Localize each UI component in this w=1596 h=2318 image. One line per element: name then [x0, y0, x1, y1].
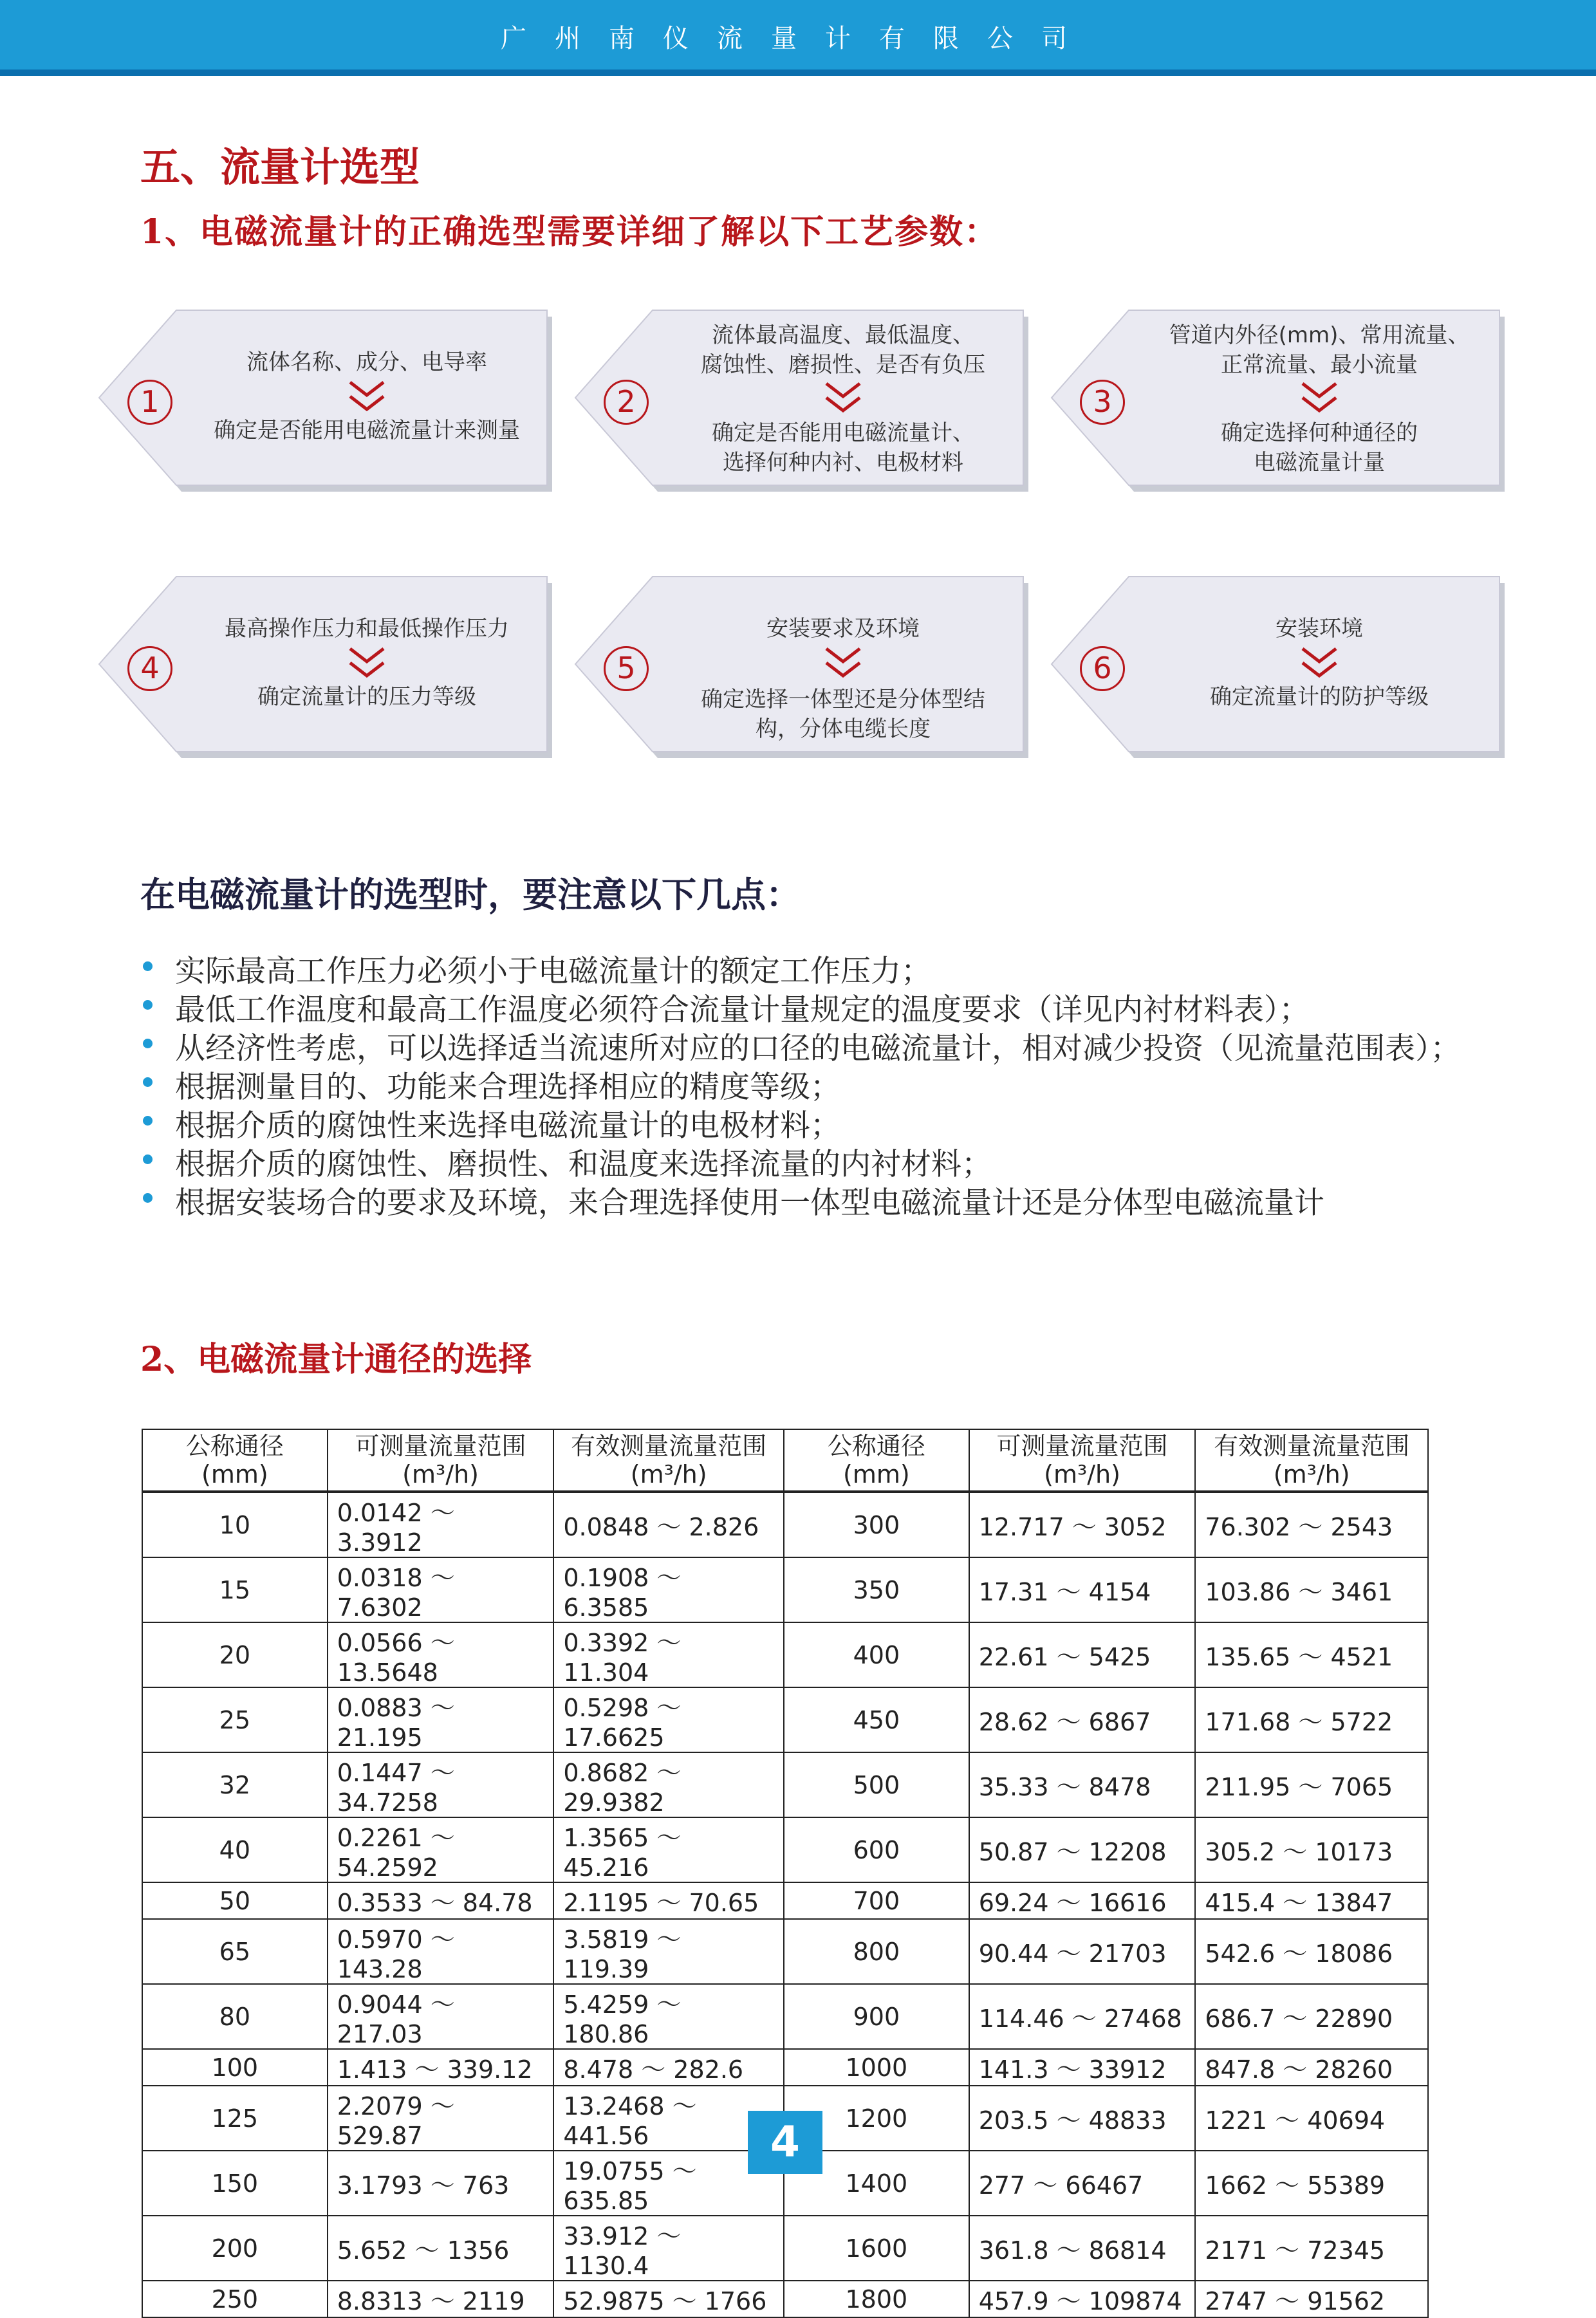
notes-list	[140, 952, 1569, 1223]
table-header-cell: 可测量流量范围 (m³/h)	[328, 1429, 554, 1492]
step-result: 确定流量计的防护等级	[1210, 684, 1429, 710]
table-cell: 1400	[784, 2151, 969, 2216]
table-row	[142, 1817, 1428, 1882]
table-cell: 800	[784, 1919, 969, 1984]
table-cell: 8.8313 ～ 2119	[328, 2281, 554, 2317]
table-cell: 0.9044 ～ 217.03	[328, 1984, 554, 2049]
page-number: 4	[748, 2111, 822, 2174]
table-cell: 150	[142, 2151, 328, 2216]
table-cell: 0.0566 ～ 13.5648	[328, 1622, 554, 1687]
table-cell: 100	[142, 2049, 328, 2086]
chevron-down-icon	[348, 380, 386, 414]
table-cell: 0.0318 ～ 7.6302	[328, 1557, 554, 1622]
step-result: 确定选择何种通径的 电磁流量计量	[1221, 420, 1418, 476]
table-cell: 35.33 ～ 8478	[969, 1752, 1196, 1817]
notes-title: 在电磁流量计的选型时，要注意以下几点：	[140, 875, 801, 915]
table-cell: 0.0883 ～ 21.195	[328, 1687, 554, 1752]
table-cell: 847.8 ～ 28260	[1195, 2049, 1428, 2086]
table-cell: 135.65 ～ 4521	[1195, 1622, 1428, 1687]
step-condition: 流体最高温度、最低温度、 腐蚀性、磨损性、是否有负压	[701, 322, 985, 378]
note-text: 根据介质的腐蚀性、磨损性、和温度来选择流量的内衬材料；	[175, 1147, 992, 1182]
table-cell: 90.44 ～ 21703	[969, 1919, 1196, 1984]
bore-selection-table	[142, 1429, 1429, 2318]
note-item	[140, 1030, 1569, 1068]
table-cell: 0.0848 ～ 2.826	[553, 1492, 784, 1557]
table-header-cell: 有效测量流量范围 (m³/h)	[553, 1429, 784, 1492]
table-cell: 500	[784, 1752, 969, 1817]
table-header-row	[142, 1429, 1428, 1492]
table-cell: 1.413 ～ 339.12	[328, 2049, 554, 2086]
table-cell: 361.8 ～ 86814	[969, 2216, 1196, 2281]
top-banner-stripe	[0, 70, 1596, 76]
step-result: 确定流量计的压力等级	[257, 684, 476, 710]
section-title: 五、流量计选型	[140, 144, 420, 190]
table-cell: 1221 ～ 40694	[1195, 2086, 1428, 2151]
chevron-down-icon	[824, 646, 862, 681]
table-cell: 0.5298 ～ 17.6625	[553, 1687, 784, 1752]
step-condition: 流体名称、成分、电导率	[246, 349, 487, 375]
table-cell: 3.1793 ～ 763	[328, 2151, 554, 2216]
step-number-6: 6	[1080, 646, 1125, 691]
table-cell: 25	[142, 1687, 328, 1752]
step-condition: 最高操作压力和最低操作压力	[225, 616, 509, 642]
table-cell: 400	[784, 1622, 969, 1687]
table-row	[142, 1752, 1428, 1817]
table-cell: 250	[142, 2281, 328, 2317]
table-cell: 0.1908 ～ 6.3585	[553, 1557, 784, 1622]
table-row	[142, 1882, 1428, 1919]
note-text: 实际最高工作压力必须小于电磁流量计的额定工作压力；	[175, 954, 931, 989]
table-cell: 1200	[784, 2086, 969, 2151]
note-text: 最低工作温度和最高工作温度必须符合流量计量规定的温度要求（详见内衬材料表）；	[175, 992, 1310, 1028]
step-number-4: 4	[127, 646, 172, 691]
table-cell: 76.302 ～ 2543	[1195, 1492, 1428, 1557]
table-header-cell: 可测量流量范围 (m³/h)	[969, 1429, 1196, 1492]
chevron-down-icon	[1300, 646, 1339, 681]
step-result: 确定是否能用电磁流量计来测量	[214, 418, 520, 443]
note-text: 根据测量目的、功能来合理选择相应的精度等级；	[175, 1070, 840, 1105]
table-cell: 33.912 ～ 1130.4	[553, 2216, 784, 2281]
table-cell: 15	[142, 1557, 328, 1622]
table-cell: 0.5970 ～ 143.28	[328, 1919, 554, 1984]
table-cell: 1000	[784, 2049, 969, 2086]
table-row	[142, 1622, 1428, 1687]
chevron-down-icon	[1300, 381, 1339, 416]
table-cell: 13.2468 ～ 441.56	[553, 2086, 784, 2151]
table-header-cell: 有效测量流量范围 (m³/h)	[1195, 1429, 1428, 1492]
table-row	[142, 1984, 1428, 2049]
note-item	[140, 991, 1569, 1030]
table-cell: 32	[142, 1752, 328, 1817]
step-number-2: 2	[604, 380, 649, 425]
table-cell: 1662 ～ 55389	[1195, 2151, 1428, 2216]
table-cell: 8.478 ～ 282.6	[553, 2049, 784, 2086]
table-header-cell: 公称通径 (mm)	[142, 1429, 328, 1492]
table-cell: 3.5819 ～ 119.39	[553, 1919, 784, 1984]
note-item	[140, 1068, 1569, 1107]
table-cell: 141.3 ～ 33912	[969, 2049, 1196, 2086]
table-cell: 200	[142, 2216, 328, 2281]
step-condition: 安装环境	[1276, 616, 1363, 642]
table-cell: 457.9 ～ 109874	[969, 2281, 1196, 2317]
table-row	[142, 1492, 1428, 1557]
table-cell: 103.86 ～ 3461	[1195, 1557, 1428, 1622]
table-cell: 0.1447 ～ 34.7258	[328, 1752, 554, 1817]
table-cell: 0.3533 ～ 84.78	[328, 1882, 554, 1919]
table-cell: 5.652 ～ 1356	[328, 2216, 554, 2281]
table-cell: 65	[142, 1919, 328, 1984]
table-row	[142, 2049, 1428, 2086]
table-cell: 19.0755 ～ 635.85	[553, 2151, 784, 2216]
table-cell: 2171 ～ 72345	[1195, 2216, 1428, 2281]
step-card-4	[97, 574, 557, 761]
step-card-1	[97, 308, 557, 494]
table-cell: 125	[142, 2086, 328, 2151]
step-card-3	[1049, 308, 1509, 494]
table-cell: 350	[784, 1557, 969, 1622]
table-cell: 305.2 ～ 10173	[1195, 1817, 1428, 1882]
note-item	[140, 1145, 1569, 1184]
table-cell: 114.46 ～ 27468	[969, 1984, 1196, 2049]
bullet-icon	[143, 1077, 153, 1087]
note-item	[140, 1107, 1569, 1145]
table-row	[142, 1557, 1428, 1622]
chevron-down-icon	[348, 646, 386, 681]
bullet-icon	[143, 1154, 153, 1164]
table-cell: 415.4 ～ 13847	[1195, 1882, 1428, 1919]
table-cell: 0.2261 ～ 54.2592	[328, 1817, 554, 1882]
step-result: 确定选择一体型还是分体型结 构，分体电缆长度	[701, 687, 985, 742]
table-cell: 211.95 ～ 7065	[1195, 1752, 1428, 1817]
bullet-icon	[143, 1000, 153, 1010]
table-cell: 1600	[784, 2216, 969, 2281]
note-text: 从经济性考虑，可以选择适当流速所对应的口径的电磁流量计，相对减少投资（见流量范围表）；	[175, 1031, 1461, 1066]
table-cell: 28.62 ～ 6867	[969, 1687, 1196, 1752]
subsection-title-1: 1、电磁流量计的正确选型需要详细了解以下工艺参数：	[140, 212, 999, 252]
table-cell: 686.7 ～ 22890	[1195, 1984, 1428, 2049]
table-cell: 171.68 ～ 5722	[1195, 1687, 1428, 1752]
table-cell: 52.9875 ～ 1766	[553, 2281, 784, 2317]
step-condition: 安装要求及环境	[766, 616, 920, 642]
table-cell: 1800	[784, 2281, 969, 2317]
table-cell: 12.717 ～ 3052	[969, 1492, 1196, 1557]
table-cell: 203.5 ～ 48833	[969, 2086, 1196, 2151]
table-cell: 2747 ～ 91562	[1195, 2281, 1428, 2317]
table-cell: 2.2079 ～ 529.87	[328, 2086, 554, 2151]
table-cell: 5.4259 ～ 180.86	[553, 1984, 784, 2049]
step-card-5	[573, 574, 1033, 761]
table-cell: 80	[142, 1984, 328, 2049]
bullet-icon	[143, 1039, 153, 1048]
bullet-icon	[143, 1116, 153, 1126]
table-row	[142, 2216, 1428, 2281]
table-cell: 10	[142, 1492, 328, 1557]
table-cell: 700	[784, 1882, 969, 1919]
table-cell: 20	[142, 1622, 328, 1687]
subsection-title-2: 2、电磁流量计通径的选择	[140, 1340, 532, 1379]
table-cell: 277 ～ 66467	[969, 2151, 1196, 2216]
step-number-1: 1	[127, 380, 172, 425]
table-header-cell: 公称通径 (mm)	[784, 1429, 969, 1492]
table-cell: 40	[142, 1817, 328, 1882]
note-item	[140, 1184, 1569, 1223]
bullet-icon	[143, 961, 153, 971]
company-name: 广州南仪流量计有限公司	[501, 24, 1095, 53]
table-cell: 300	[784, 1492, 969, 1557]
table-cell: 50	[142, 1882, 328, 1919]
note-item	[140, 952, 1569, 991]
table-cell: 22.61 ～ 5425	[969, 1622, 1196, 1687]
chevron-down-icon	[824, 381, 862, 416]
note-text: 根据介质的腐蚀性来选择电磁流量计的电极材料；	[175, 1108, 840, 1144]
step-card-2	[573, 308, 1033, 494]
table-cell: 0.0142 ～ 3.3912	[328, 1492, 554, 1557]
table-cell: 600	[784, 1817, 969, 1882]
table-cell: 2.1195 ～ 70.65	[553, 1882, 784, 1919]
step-result: 确定是否能用电磁流量计、 选择何种内衬、电极材料	[712, 420, 974, 476]
table-row	[142, 1687, 1428, 1752]
step-condition: 管道内外径(mm)、常用流量、 正常流量、最小流量	[1169, 322, 1470, 378]
bullet-icon	[143, 1193, 153, 1203]
table-cell: 69.24 ～ 16616	[969, 1882, 1196, 1919]
table-row	[142, 1919, 1428, 1984]
table-cell: 50.87 ～ 12208	[969, 1817, 1196, 1882]
table-cell: 900	[784, 1984, 969, 2049]
table-cell: 0.8682 ～ 29.9382	[553, 1752, 784, 1817]
note-text: 根据安装场合的要求及环境，来合理选择使用一体型电磁流量计还是分体型电磁流量计	[175, 1185, 1324, 1221]
table-cell: 17.31 ～ 4154	[969, 1557, 1196, 1622]
step-number-5: 5	[604, 646, 649, 691]
step-number-3: 3	[1080, 380, 1125, 425]
table-cell: 1.3565 ～ 45.216	[553, 1817, 784, 1882]
table-cell: 542.6 ～ 18086	[1195, 1919, 1428, 1984]
step-card-6	[1049, 574, 1509, 761]
table-row	[142, 2281, 1428, 2317]
table-cell: 0.3392 ～ 11.304	[553, 1622, 784, 1687]
table-cell: 450	[784, 1687, 969, 1752]
